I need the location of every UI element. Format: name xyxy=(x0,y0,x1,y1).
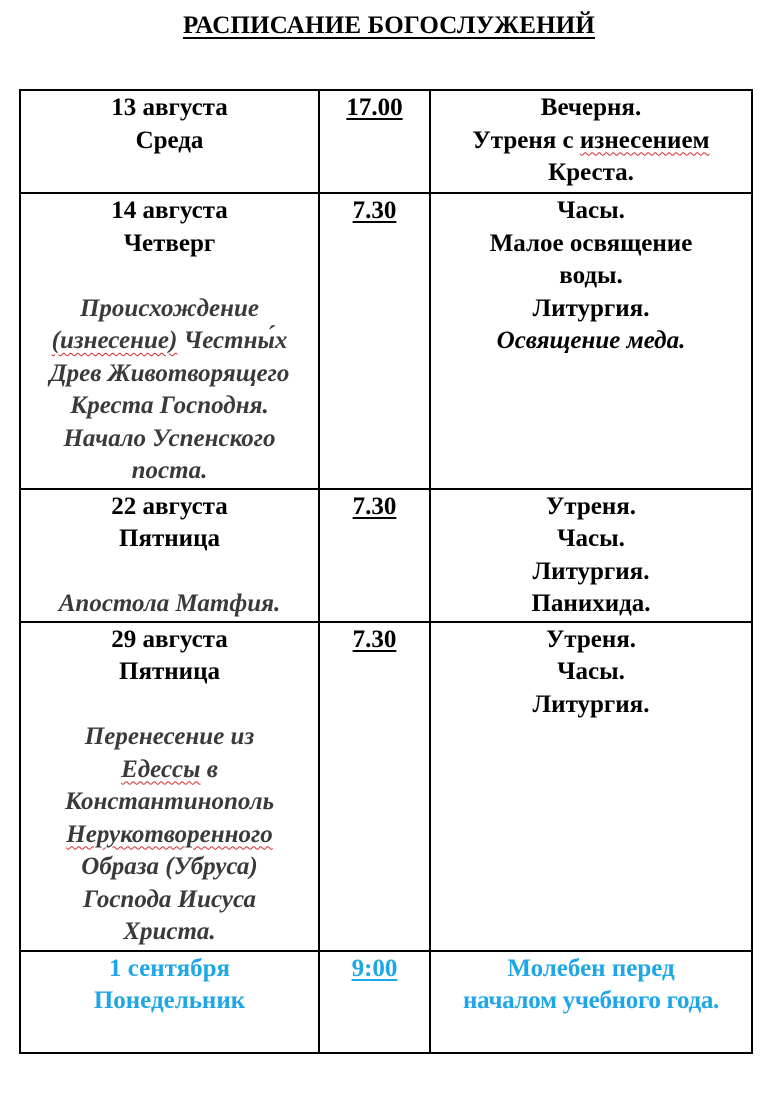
services-cell xyxy=(430,90,752,193)
date-cell xyxy=(20,951,319,1053)
services-cell xyxy=(430,951,752,1053)
services-cell xyxy=(430,622,752,951)
service-item: Часы. xyxy=(557,525,625,552)
time-cell xyxy=(319,489,430,622)
service-time: 17.00 xyxy=(346,94,403,121)
weekday: Пятница xyxy=(119,658,220,685)
service-item: Литургия. xyxy=(532,690,650,718)
service-item: воды. xyxy=(559,262,623,289)
spellcheck-word: Нерукотворенного xyxy=(66,820,273,848)
service-item: Вечерня. xyxy=(540,94,642,121)
service-item: Часы. xyxy=(557,197,625,224)
table-row-highlighted xyxy=(20,951,752,1053)
service-time: 9:00 xyxy=(351,954,398,982)
page-title: РАСПИСАНИЕ БОГОСЛУЖЕНИЙ xyxy=(182,12,596,39)
service-item: Освящение меда. xyxy=(496,327,686,354)
feast-line: Креста Господня. xyxy=(70,392,269,419)
table-row xyxy=(20,90,752,193)
weekday: Четверг xyxy=(123,229,216,257)
service-time: 7.30 xyxy=(352,625,397,653)
feast-line: Перенесение из xyxy=(84,723,255,750)
services-cell xyxy=(430,489,752,622)
feast-line: Христа. xyxy=(123,918,216,945)
weekday: Понедельник xyxy=(93,987,246,1014)
table-row xyxy=(20,489,752,622)
schedule-table xyxy=(19,89,753,1054)
feast-line: Происхождение xyxy=(79,294,260,322)
service-item: Молебен перед xyxy=(507,954,675,982)
service-item: Креста. xyxy=(548,159,634,186)
feast-line: поста. xyxy=(131,457,208,484)
date: 22 августа xyxy=(111,492,228,520)
time-cell xyxy=(319,622,430,951)
table-row xyxy=(20,193,752,489)
service-item: Малое освящение xyxy=(489,229,693,257)
feast-line: Начало Успенского xyxy=(63,424,276,452)
service-item: Утреня с изнесением xyxy=(472,126,710,154)
date: 29 августа xyxy=(111,625,228,653)
service-item: Литургия. xyxy=(532,557,650,585)
service-item: Литургия. xyxy=(532,294,650,322)
service-time: 7.30 xyxy=(352,492,397,520)
feast-line: Апостола Матфия. xyxy=(58,590,281,617)
feast-line: Древ Животворящего xyxy=(49,359,290,387)
feast-line: Образа (Убруса) xyxy=(81,853,258,880)
spellcheck-word: (изнесение) xyxy=(51,327,178,354)
feast-line: Константинополь xyxy=(64,788,275,815)
date: 13 августа xyxy=(111,94,228,121)
time-cell xyxy=(319,951,430,1053)
date-cell xyxy=(20,622,319,951)
table-row xyxy=(20,622,752,951)
feast-line: Господа Иисуса xyxy=(83,885,256,913)
service-item: началом учебного года. xyxy=(463,987,719,1014)
date: 14 августа xyxy=(111,197,228,224)
date-cell xyxy=(20,90,319,193)
date-cell xyxy=(20,193,319,489)
feast-line: (изнесение) Честны́х xyxy=(51,327,288,354)
weekday: Среда xyxy=(135,126,204,154)
date-cell xyxy=(20,489,319,622)
feast-line xyxy=(24,819,315,852)
service-time: 7.30 xyxy=(352,197,397,224)
service-item: Панихида. xyxy=(531,590,651,617)
service-item: Часы. xyxy=(557,658,625,685)
service-item: Утреня. xyxy=(545,625,637,653)
spellcheck-word: Едессы xyxy=(121,755,201,783)
time-cell xyxy=(319,193,430,489)
services-cell xyxy=(430,193,752,489)
service-item: Утреня. xyxy=(545,492,637,520)
date: 1 сентября xyxy=(108,954,231,982)
time-cell xyxy=(319,90,430,193)
spellcheck-word: изнесением xyxy=(579,126,710,154)
feast-line: Едессы в xyxy=(121,755,218,783)
weekday: Пятница xyxy=(119,525,220,552)
